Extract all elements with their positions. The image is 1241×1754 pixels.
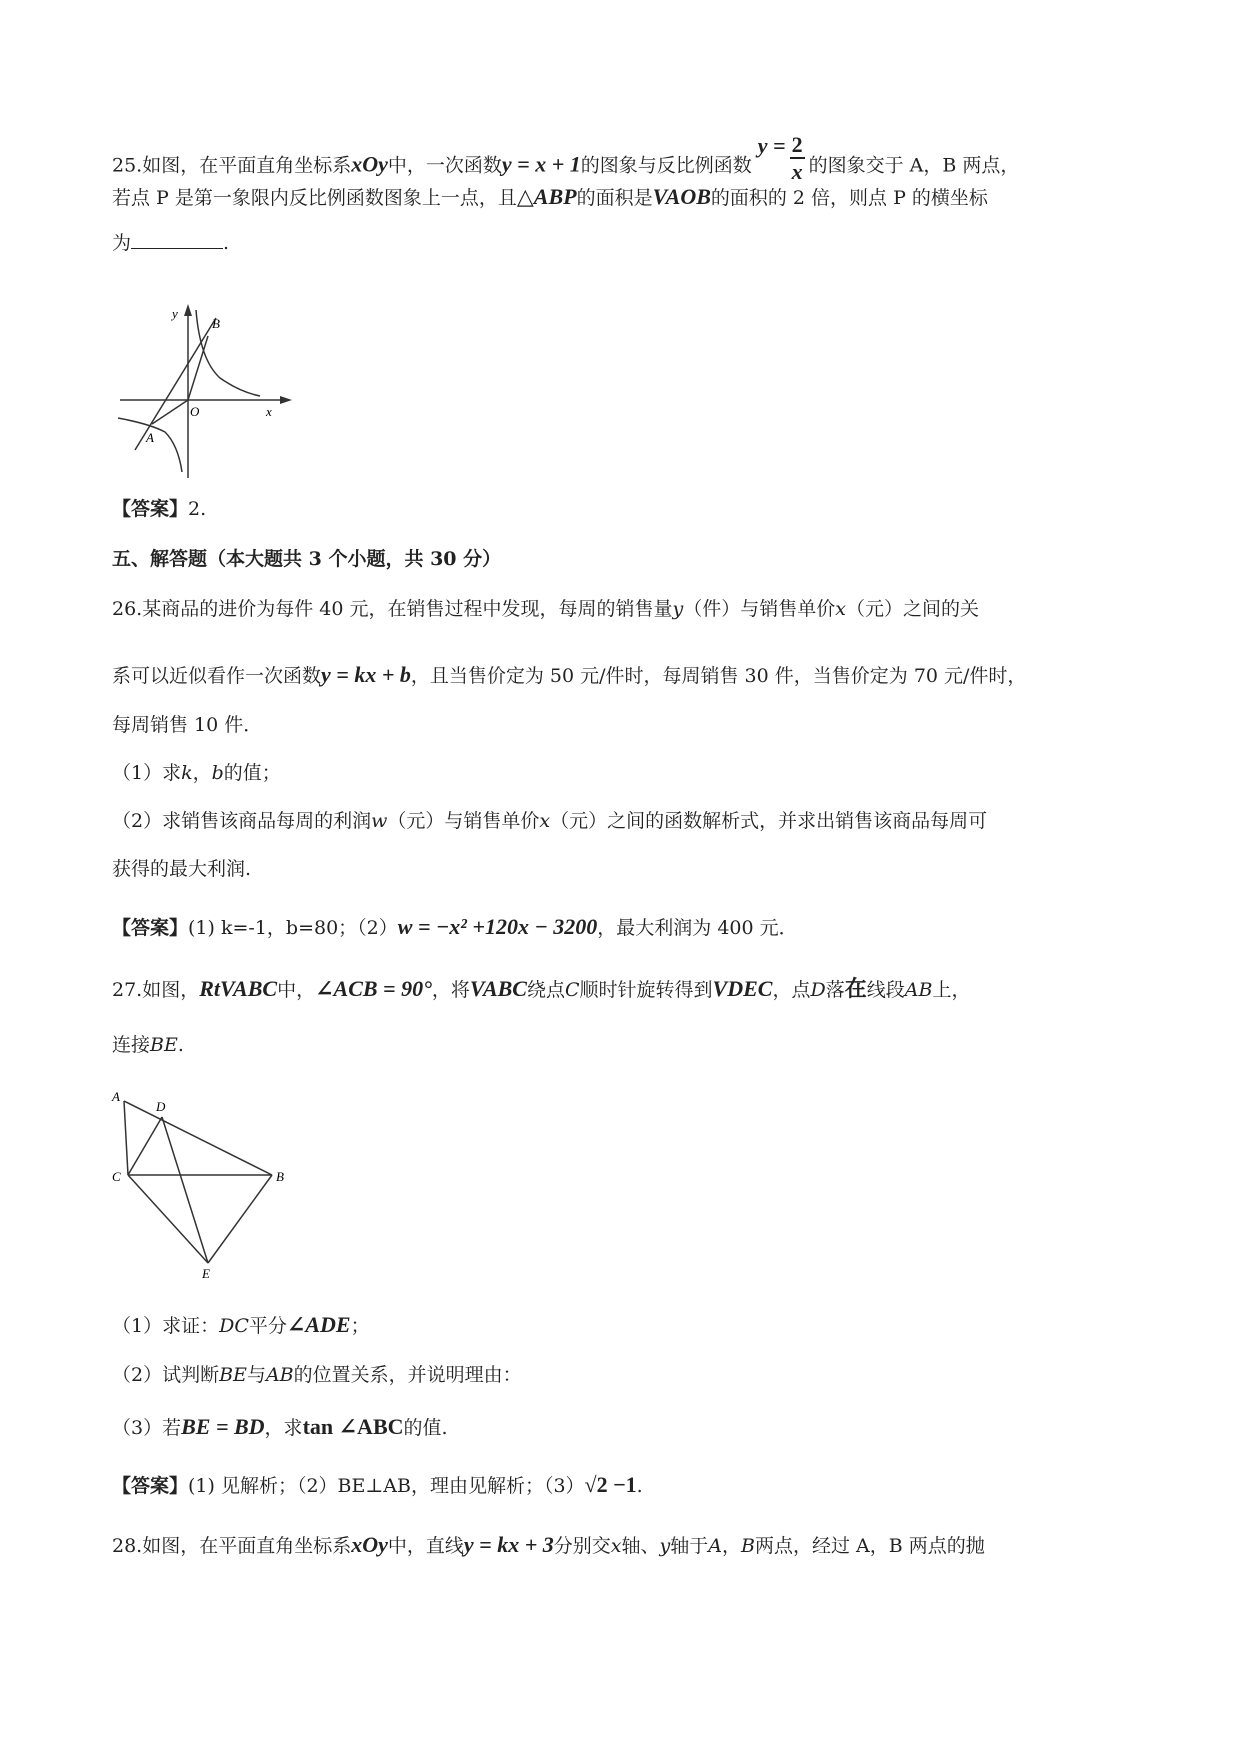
q27-var: C <box>564 979 580 1001</box>
math-sqrt2-minus-1: √2 −1 <box>584 1472 637 1497</box>
q26-var: x <box>539 810 551 832</box>
math-tri-aob: VAOB <box>652 184 711 209</box>
fraction-denominator: x <box>791 159 803 185</box>
q28-text: 中，直线 <box>387 1535 464 1557</box>
q28-var: y <box>659 1535 671 1557</box>
q27-text: ； <box>350 1315 370 1337</box>
math-eq-line: y = x + 1 <box>501 151 581 177</box>
q25-text: 为 <box>112 232 132 254</box>
answer-text: . <box>636 1475 643 1497</box>
q25-line-3 <box>112 232 229 253</box>
fraction-numerator: 2 <box>790 132 805 159</box>
q28-text: 28.如图，在平面直角坐标系 <box>112 1535 352 1557</box>
segment-ob <box>188 336 208 400</box>
q27-text: 的位置关系，并说明理由： <box>293 1364 522 1386</box>
q28-text: 轴、 <box>621 1535 660 1557</box>
q27-text: ，求 <box>264 1417 303 1439</box>
math-tri-abp: △ABP <box>516 184 577 209</box>
q26-part-2 <box>112 812 987 831</box>
label-y: y <box>172 306 178 321</box>
q26-text: 系可以近似看作一次函数 <box>112 665 322 687</box>
math-angle-ade: ∠ADE <box>286 1312 351 1337</box>
q27-answer <box>112 1474 643 1496</box>
q28-text: 轴于 <box>670 1535 709 1557</box>
q27-text: （1）求证： <box>112 1315 220 1337</box>
label-c: C <box>112 1169 121 1184</box>
q27-line-1 <box>112 978 970 1000</box>
q26-text: （件）与销售单价 <box>683 598 836 620</box>
q26-var: y <box>672 598 684 620</box>
q27-text: （3）若 <box>112 1417 182 1439</box>
math-tri-abc: VABC <box>469 976 527 1001</box>
q26-text: 的值； <box>223 762 281 784</box>
q27-text: 平分 <box>248 1315 287 1337</box>
answer-text: ，最大利润为 400 元． <box>597 917 798 939</box>
q27-var: DC <box>219 1315 249 1337</box>
math-y-eq: y = <box>757 133 786 159</box>
label-e: E <box>202 1266 210 1280</box>
answer-text: (1) 见解析；（2）BE⊥AB，理由见解析；（3） <box>188 1475 585 1497</box>
q26-text: （元）之间的关 <box>845 598 979 620</box>
q26-text: ，且当售价定为 50 元/件时，每周销售 30 件，当售价定为 70 元/件时， <box>410 665 1027 687</box>
segment-ac <box>124 1101 128 1175</box>
q27-text: 在 <box>844 976 867 1002</box>
q25-text: 25.如图，在平面直角坐标系 <box>112 154 352 177</box>
label-o: O <box>190 404 200 419</box>
label-b: B <box>276 1169 284 1184</box>
q25-text: 中，一次函数 <box>387 154 502 177</box>
math-rt-abc: RtVABC <box>199 976 278 1001</box>
answer-label: 【答案】 <box>112 498 189 520</box>
q27-part-3 <box>112 1416 448 1438</box>
q25-text: 的面积的 2 倍，则点 P 的横坐标 <box>710 187 988 209</box>
label-b: B <box>212 316 220 331</box>
q28-text: ， <box>721 1535 741 1557</box>
q27-text: 线段 <box>866 979 905 1001</box>
q27-text: 的值. <box>403 1417 448 1439</box>
q27-text: . <box>177 1034 184 1056</box>
math-be-eq-bd: BE = BD <box>181 1414 265 1439</box>
q27-text: 中， <box>277 979 316 1001</box>
segment-ce <box>128 1175 208 1263</box>
q28-var: B <box>740 1535 755 1557</box>
q26-line-1 <box>112 600 979 619</box>
q26-part-1 <box>112 764 281 783</box>
hyperbola-q1 <box>196 310 260 396</box>
q28-line-1 <box>112 1534 985 1556</box>
answer-text: (1) k=-1，b=80；（2） <box>188 917 398 939</box>
q28-text: 两点，经过 A，B 两点的抛 <box>754 1535 985 1557</box>
math-answer-eq: w = −x² +120x − 3200 <box>397 914 598 939</box>
y-axis-arrow <box>184 304 192 316</box>
answer-value: 2. <box>188 498 207 520</box>
math-eq: y = kx + 3 <box>463 1532 554 1557</box>
q26-line-3: 每周销售 10 件． <box>112 714 263 736</box>
q26-var: k <box>181 762 193 784</box>
q27-var: AB <box>265 1364 294 1386</box>
q26-text: （2）求销售该商品每周的利润 <box>112 810 372 832</box>
q27-text: 27.如图， <box>112 979 200 1001</box>
math-angle-acb: ∠ACB = 90° <box>315 976 432 1001</box>
q25-text: 的面积是 <box>576 187 653 209</box>
math-xoy: xOy <box>351 1532 388 1557</box>
q27-text: 与 <box>246 1364 266 1386</box>
q27-text: 上， <box>932 979 971 1001</box>
q25-text: 的图象交于 A，B 两点， <box>808 154 1020 177</box>
q28-text: 分别交 <box>553 1535 611 1557</box>
q26-text: （1）求 <box>112 762 182 784</box>
math-xoy: xOy <box>351 151 388 177</box>
q27-var: AB <box>904 979 933 1001</box>
math-tan-abc: tan ∠ABC <box>302 1414 404 1439</box>
label-a: A <box>112 1089 120 1104</box>
q25-figure <box>110 300 300 480</box>
q27-text: 顺时针旋转得到 <box>579 979 713 1001</box>
q27-text: 落 <box>825 979 845 1001</box>
q28-var: x <box>610 1535 622 1557</box>
label-a: A <box>146 430 154 445</box>
q27-var: BE <box>219 1364 247 1386</box>
q26-var: b <box>211 762 224 784</box>
segment-ab <box>124 1101 272 1175</box>
q26-part-2-cont: 获得的最大利润. <box>112 858 252 880</box>
label-x: x <box>266 404 272 419</box>
q27-text: 连接 <box>112 1034 151 1056</box>
label-d: D <box>156 1099 166 1114</box>
q27-text: ，点 <box>772 979 811 1001</box>
q25-answer <box>112 500 206 519</box>
q26-var: w <box>371 810 388 832</box>
x-axis-arrow <box>280 396 292 404</box>
q25-line-2 <box>112 186 988 208</box>
q28-var: A <box>708 1535 722 1557</box>
q25-text: 的图象与反比例函数 <box>580 154 752 177</box>
q27-text: 绕点 <box>526 979 565 1001</box>
q27-var: D <box>810 979 826 1001</box>
q25-text: . <box>223 232 230 254</box>
q25-text: 若点 P 是第一象限内反比例函数图象上一点，且 <box>112 187 517 209</box>
segment-cd <box>128 1117 162 1175</box>
answer-label: 【答案】 <box>112 917 189 939</box>
q26-line-2 <box>112 664 1026 686</box>
q27-text: ，将 <box>431 979 470 1001</box>
math-tri-dec: VDEC <box>712 976 773 1001</box>
q27-part-2 <box>112 1366 522 1385</box>
math-eq: y = kx + b <box>321 662 411 687</box>
q26-text: （元）之间的函数解析式，并求出销售该商品每周可 <box>550 810 988 832</box>
q27-part-1 <box>112 1314 370 1336</box>
segment-be <box>208 1175 272 1263</box>
q27-line-2 <box>112 1036 184 1055</box>
q26-answer <box>112 916 798 938</box>
q26-var: x <box>835 598 846 620</box>
q26-text: ， <box>192 762 212 784</box>
answer-blank <box>131 232 223 249</box>
q26-text: 26.某商品的进价为每件 40 元，在销售过程中发现，每周的销售量 <box>112 598 673 620</box>
section-heading: 五、解答题（本大题共 3 个小题，共 30 分） <box>112 548 502 570</box>
q26-text: （元）与销售单价 <box>387 810 540 832</box>
segment-oa <box>152 400 188 424</box>
math-fraction <box>790 132 805 185</box>
answer-label: 【答案】 <box>112 1475 189 1497</box>
q27-text: （2）试判断 <box>112 1364 220 1386</box>
q27-var: BE <box>150 1034 178 1056</box>
q27-figure <box>110 1085 300 1280</box>
